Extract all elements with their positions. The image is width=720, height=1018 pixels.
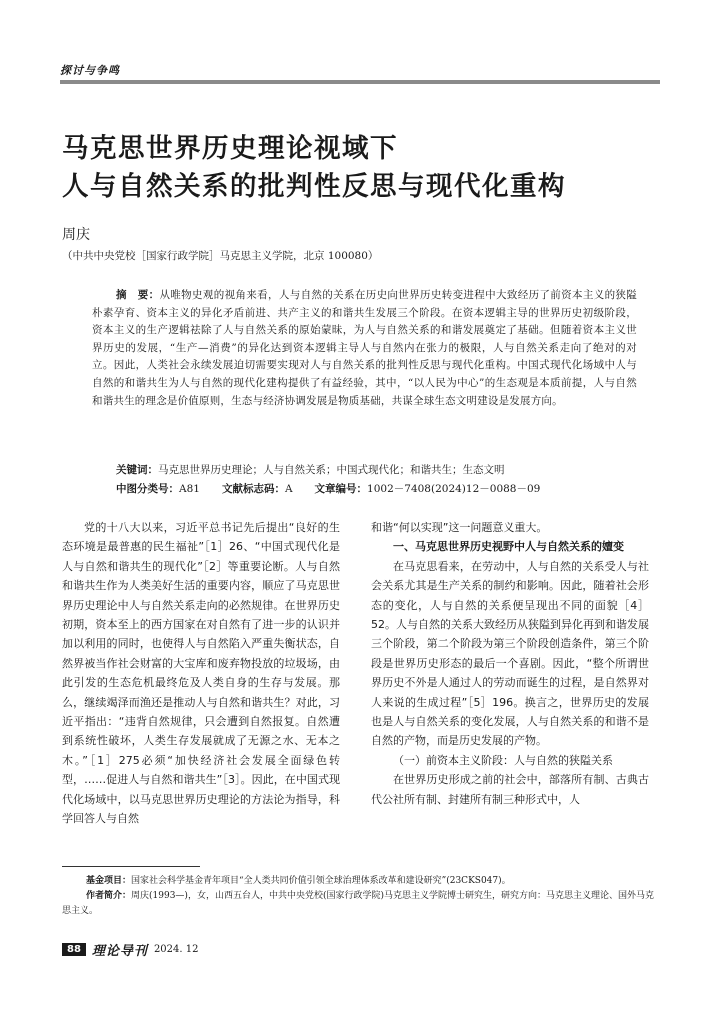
body-paragraph: 在世界历史形成之前的社会中，部落所有制、古典古代公社所有制、封建所有制三种形式中，人: [371, 773, 649, 806]
author-name: 周庆: [62, 227, 90, 243]
abstract: [92, 287, 637, 410]
footnotes: [62, 874, 662, 919]
article-number-label: 文章编号：: [314, 483, 368, 495]
article-title: [62, 130, 662, 206]
title-line-1: 马克思世界历史理论视域下: [62, 133, 398, 164]
fund-label: 基金项目：: [86, 876, 132, 886]
journal-name: 理论导刊: [91, 943, 148, 959]
title-line-2: 人与自然关系的批判性反思与现代化重构: [62, 171, 566, 202]
page-footer: [62, 940, 198, 958]
clc-label: 中图分类号：: [116, 483, 179, 495]
body-paragraph: 党的十八大以来，习近平总书记先后提出“良好的生态环境是最普惠的民生福祉”［1］26、“中国式现代化是人与自然和谐共生的现代化”［2］等重要论断。人与自然和谐共生作为人类美好生活的重要内容，顺应了马克思世界历史理论中人与自然关系走向的必然规律。在世界历史初期，资本至上的西方国家在对自然有了进一步的认识并加以利用的同时，也使得人与自然陷入严重失衡状态，自然界被当作社会财富的大宝库和废弃物投放的垃圾场，由此引发的生态危机最终危及人类自身的生存与发展。那么，继续竭泽而渔还是推动人与自然和谐共生？对此，习近平指出：“违背自然规律，只会遭到自然报复。自然遭到系统性破坏，人类生存发展就成了无源之水、无本之木。”［1］275必须“加快经济社会发展全面绿色转型，……促进人与自然和谐共生”［3］。因此，在中国式现代化场域中，以马克思世界历史理论的方法论为指导，科学回答人与自然: [62, 521, 340, 826]
abstract-text: 从唯物史观的视角来看，人与自然的关系在历史向世界历史转变进程中大致经历了前资本主义的狭隘朴素孕育、资本主义的异化矛盾前进、共产主义的和谐共生发展三个阶段。在资本逻辑主导的世界历史初级阶段，资本主义的生产逻辑祛除了人与自然关系的原始蒙昧，为人与自然关系的和谐发展奠定了基础。但随着资本主义世界历史的发展，“生产—消费”的异化达到资本逻辑主导人与自然内在张力的极限，人与自然关系走向了绝对的对立。因此，人类社会永续发展迫切需要实现对人与自然关系的批判性反思与现代化重构。中国式现代化场域中人与自然的和谐共生为人与自然的现代化建构提供了有益经验，其中，“以人民为中心”的生态观是本质前提，人与自然和谐共生的理念是价值原则，生态与经济协调发展是物质基础，共谋全球生态文明建设是发展方向。: [92, 289, 637, 407]
doc-code-value: A: [284, 483, 293, 495]
clc-value: A81: [179, 483, 200, 495]
author-bio-label: 作者简介：: [86, 891, 132, 901]
fund-note: [62, 874, 662, 889]
abstract-label: 摘 要：: [116, 289, 160, 301]
author-bio-text: 周庆(1993—)，女，山西五台人，中共中央党校(国家行政学院)马克思主义学院博士研究生，研究方向：马克思主义理论、国外马克思主义。: [62, 891, 654, 916]
keywords-label: 关键词：: [116, 464, 158, 476]
body-paragraph: 在马克思看来，在劳动中，人与自然的关系受人与社会关系尤其是生产关系的制约和影响。因此，随着社会形态的变化，人与自然的关系便呈现出不同的面貌［4］52。人与自然的关系大致经历从狭隘到异化再到和谐发展三个阶段，第二个阶段为第三个阶段创造条件，第三个阶段是世界历史形态的最后一个喜剧。因此，“整个所谓世界历史不外是人通过人的劳动而诞生的过程，是自然界对人来说的生成过程”［5］196。换言之，世界历史的发展也是人与自然关系的变化发展，人与自然关系的和谐不是自然的产物，而是历史发展的产物。: [371, 559, 649, 748]
header-rule: [60, 80, 660, 84]
classification-line: [116, 481, 636, 498]
author-note: [62, 889, 662, 919]
section-heading-1: 一、马克思世界历史视野中人与自然关系的嬗变: [393, 540, 624, 554]
article-number-value: 1002－7408(2024)12－0088－09: [367, 483, 541, 495]
body-column-right: [371, 518, 649, 809]
keywords-text: 马克思世界历史理论；人与自然关系；中国式现代化；和谐共生；生态文明: [158, 464, 505, 476]
body-paragraph-continued: 和谐“何以实现”这一问题意义重大。: [371, 521, 548, 534]
keywords: [116, 462, 636, 479]
body-column-left: [62, 518, 340, 829]
footnote-rule: [62, 866, 200, 867]
author-affiliation: （中共中央党校［国家行政学院］马克思主义学院，北京 100080）: [62, 250, 379, 262]
issue-date: 2024. 12: [153, 943, 199, 955]
fund-text: 国家社会科学基金青年项目“全人类共同价值引领全球治理体系改革和建设研究”(23CKS047)。: [131, 876, 511, 886]
subsection-heading: （一）前资本主义阶段：人与自然的狭隘关系: [393, 753, 613, 767]
doc-code-label: 文献标志码：: [221, 483, 285, 495]
page-number: 88: [62, 943, 86, 956]
section-tag: 探讨与争鸣: [60, 64, 120, 77]
